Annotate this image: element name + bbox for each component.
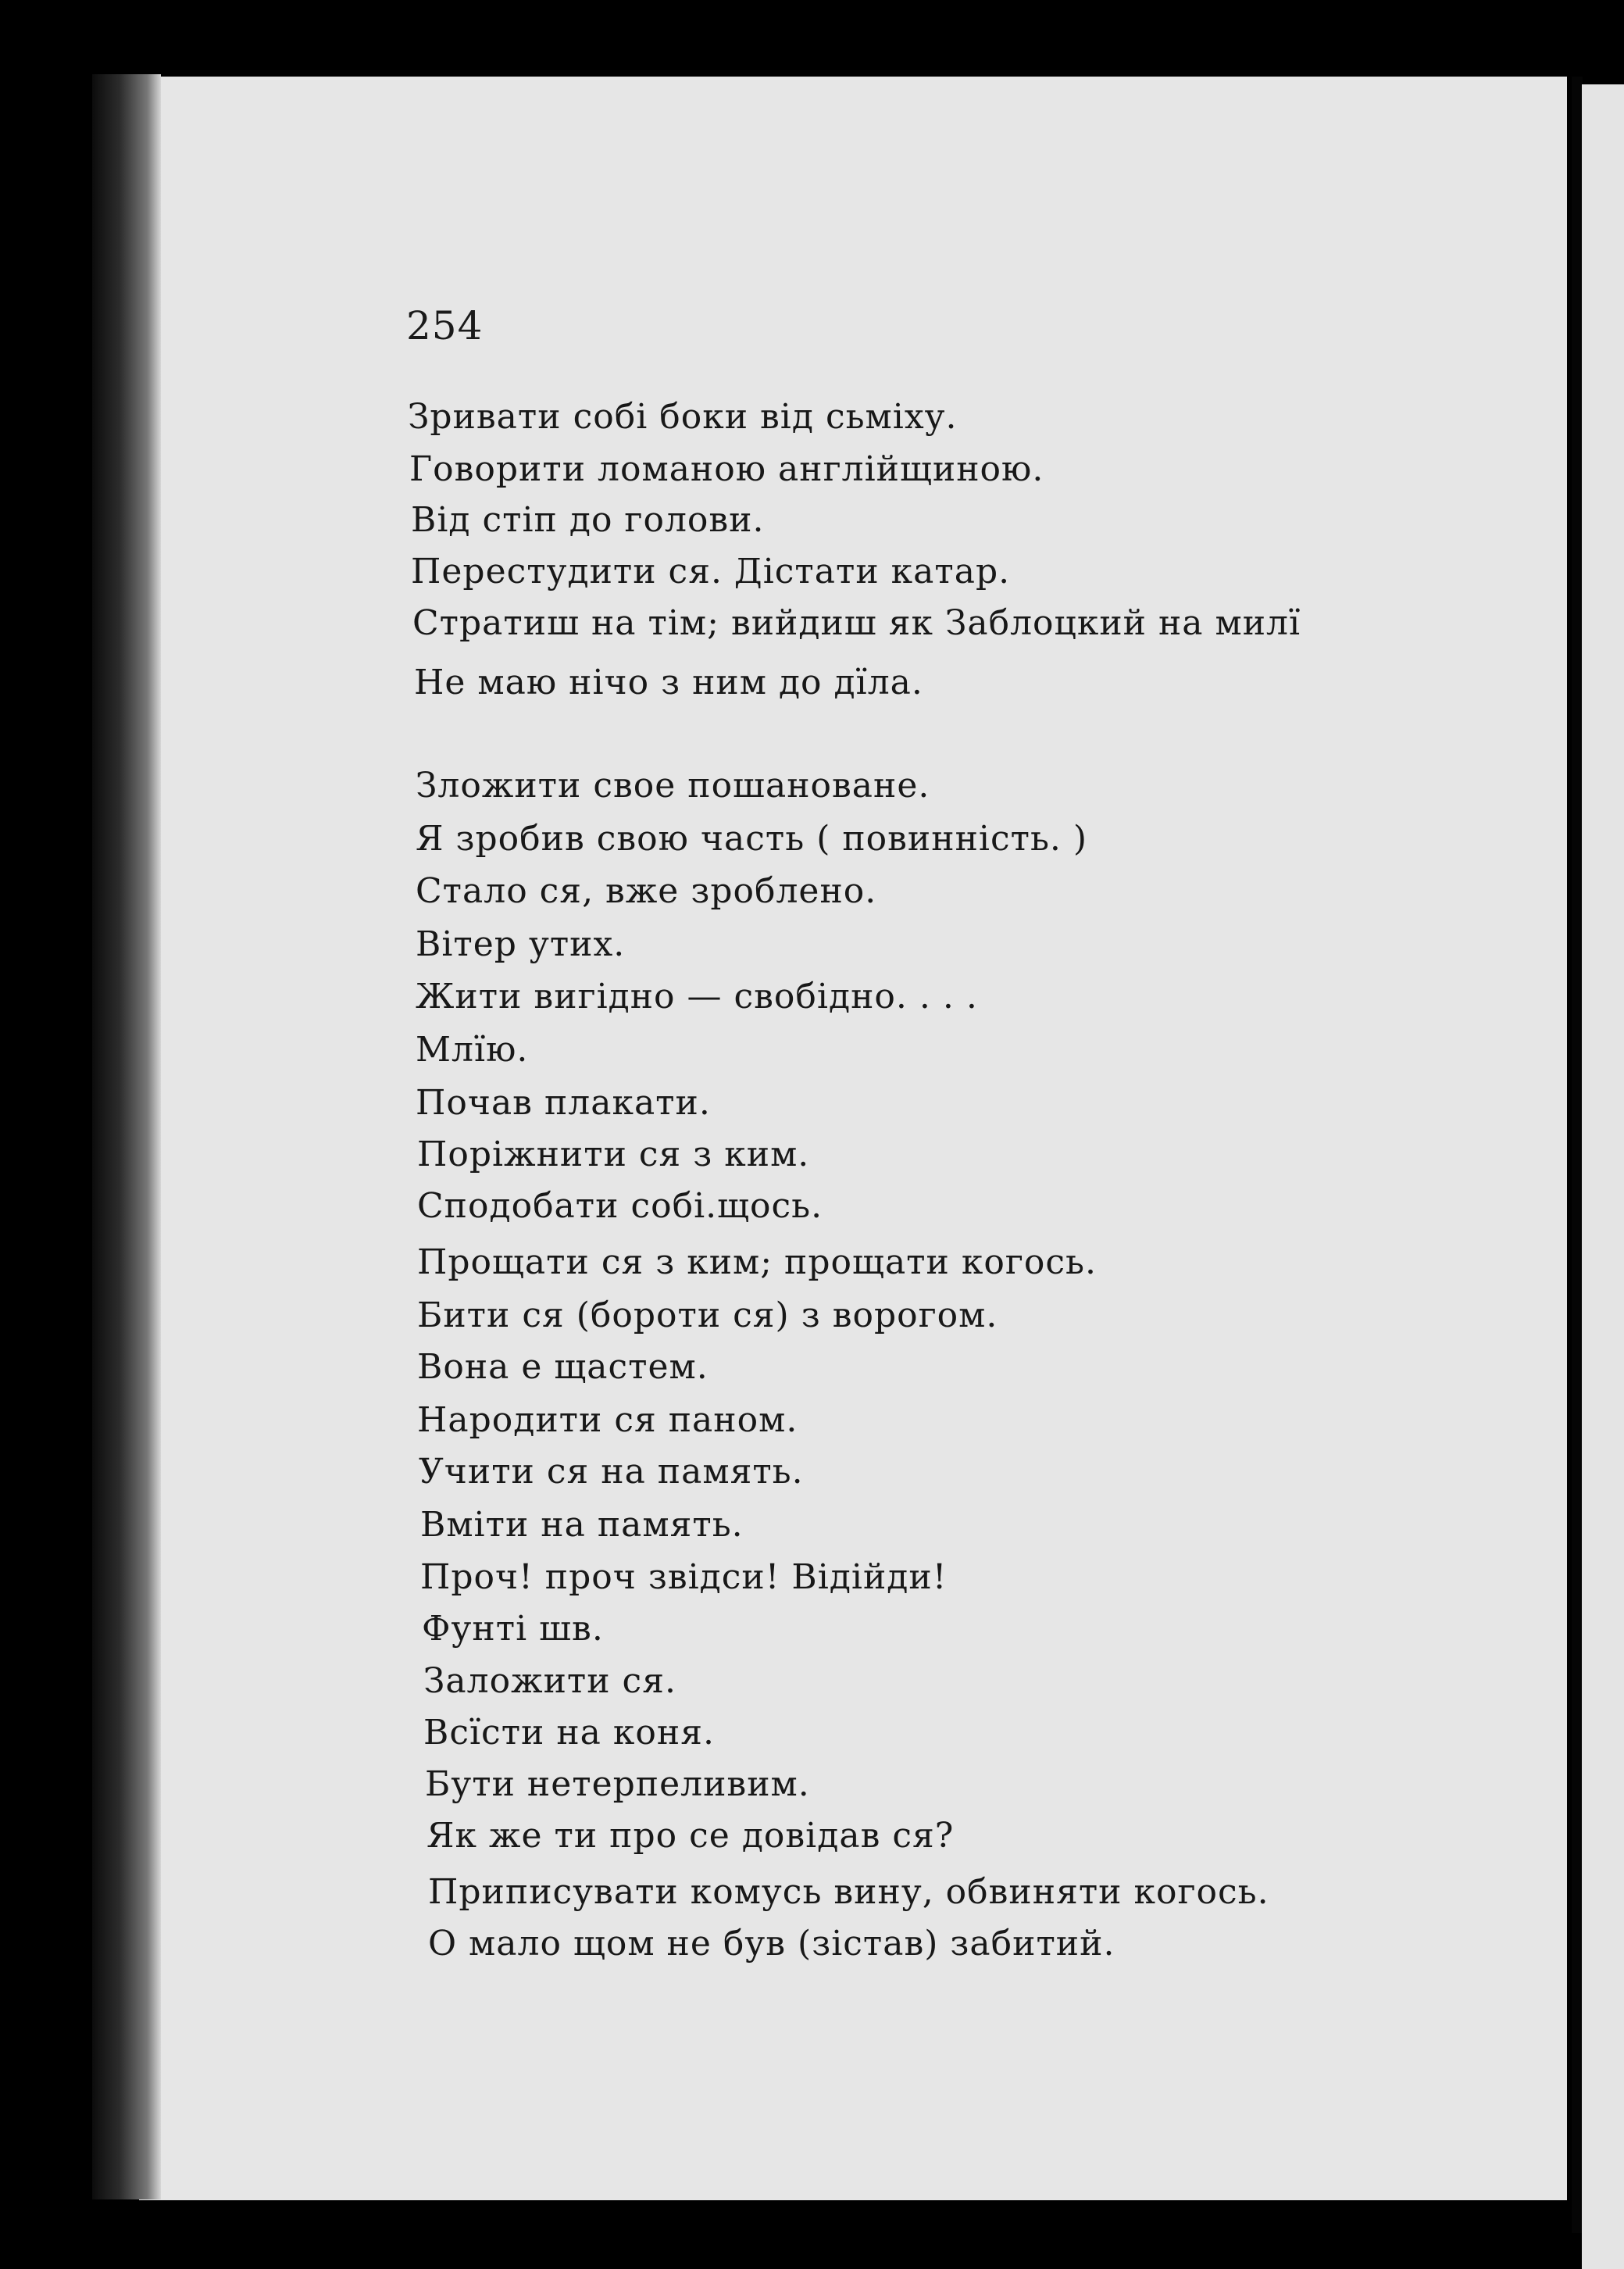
phrase-line: Млїю. (416, 1030, 529, 1070)
phrase-line: Як же ти про се довідав ся? (427, 1816, 955, 1856)
phrase-line: Вона е щастем. (417, 1347, 708, 1387)
phrase-line: Всїсти на коня. (423, 1713, 715, 1753)
phrase-line: Від стіп до голови. (411, 500, 765, 540)
phrase-line: Фунті шв. (422, 1609, 604, 1649)
binding-edge (92, 74, 161, 2199)
phrase-line: Бити ся (бороти ся) з ворогом. (417, 1295, 998, 1335)
phrase-line: Заложити ся. (423, 1661, 676, 1701)
page-number: 254 (406, 303, 484, 348)
page-gutter (1572, 77, 1583, 2233)
phrase-line: Перестудити ся. Дістати катар. (411, 552, 1011, 591)
phrase-line: Зривати собі боки від сьміху. (408, 397, 958, 437)
phrase-line: Прощати ся з ким; прощати когось. (417, 1242, 1097, 1282)
phrase-line: Бути нетерпеливим. (425, 1764, 810, 1804)
phrase-line: Народити ся паном. (417, 1400, 798, 1440)
phrase-line: Не маю нічо з ним до дїла. (414, 663, 923, 702)
phrase-line: Проч! проч звідси! Відійди! (420, 1557, 948, 1597)
phrase-line: О мало щом не був (зістав) забитий. (428, 1924, 1115, 1963)
phrase-line: Приписувати комусь вину, обвиняти когось. (428, 1872, 1269, 1912)
phrase-line: Жити вигідно — свобідно. . . . (416, 977, 978, 1017)
phrase-line: Вітер утих. (416, 924, 626, 964)
next-page-edge (1582, 84, 1624, 2269)
phrase-line: Учити ся на память. (419, 1452, 804, 1492)
phrase-line: Поріжнити ся з ким. (417, 1134, 810, 1174)
phrase-line: Почав плакати. (416, 1083, 711, 1123)
phrase-line: Сподобати собі.щось. (417, 1186, 823, 1226)
phrase-line: Вміти на память. (420, 1505, 744, 1545)
phrase-line: Зложити свое пошановане. (416, 766, 930, 806)
phrase-line: Я зробив свою часть ( повинність. ) (416, 819, 1088, 859)
phrase-line: Говорити ломаною англійщиною. (409, 449, 1044, 489)
phrase-line: Стало ся, вже зроблено. (416, 871, 877, 911)
phrase-line: Стратиш на тім; вийдиш як Заблоцкий на милї (412, 603, 1301, 643)
